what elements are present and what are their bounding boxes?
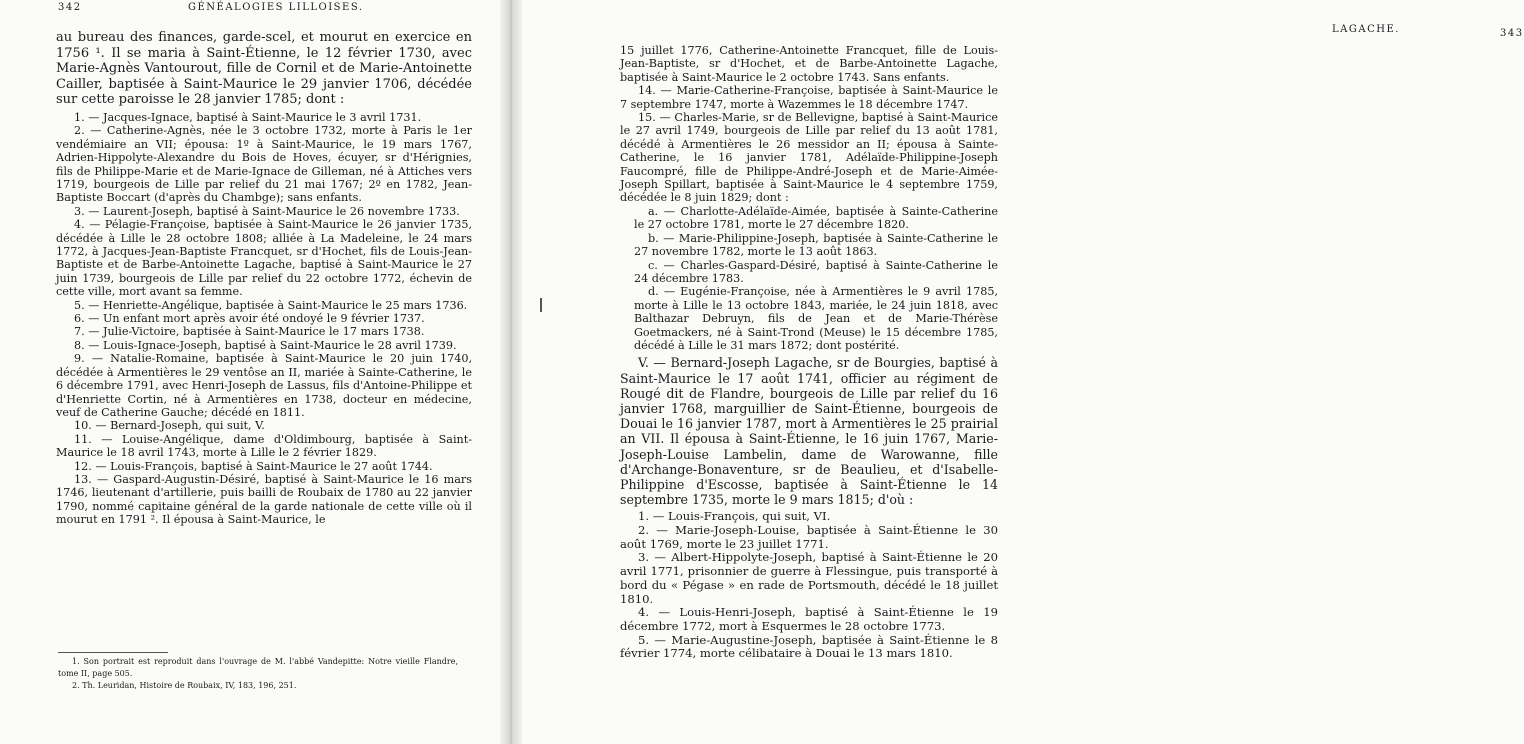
left-entry-9: 9. — Natalie-Romaine, baptisée à Saint-Maurice le 20 juin 1740, décédée à Armentières le 29 ventôse an II, mariée à Sainte-Catherine, le 6 décembre 1791, avec Henri-Joseph de Lassus, fils d'Antoine-Philippe et d'Henriette Cortin, né à Armentières en 1738, docteur en médecine, veuf de Catherine Gauche; décédé en 1811. [56,352,472,419]
left-entry-4: 4. — Pélagie-Françoise, baptisée à Saint-Maurice le 26 janvier 1735, décédée à Lille le 28 octobre 1808; alliée à La Madeleine, le 24 mars 1772, à Jacques-Jean-Baptiste Francquet, sr d'Hochet, fils de Louis-Jean-Baptiste et de Barbe-Antoinette Lagache, baptisé à Saint-Maurice le 27 juin 1739, bourgeois de Lille par relief du 22 octobre 1772, échevin de cette ville, mort avant sa femme. [56,218,472,299]
left-entry-3: 3. — Laurent-Joseph, baptisé à Saint-Maurice le 26 novembre 1733. [74,204,460,218]
left-running-title: GÉNÉALOGIES LILLOISES. [188,2,364,13]
right-entry-15: 15. — Charles-Marie, sr de Bellevigne, baptisé à Saint-Maurice le 27 avril 1749, bourgeois de Lille par relief du 13 août 1781, décédé à Armentières le 26 messidor an II; épousa à Sainte-Catherine, le 16 janvier 1781, Adélaïde-Philippine-Joseph Faucompré, fille de Philippe-André-Joseph et de Marie-Aimée-Joseph Spillart, baptisée à Saint-Maurice le 4 septembre 1759, décédée le 8 juin 1829; dont : [620,111,998,205]
left-entry-11: 11. — Louise-Angélique, dame d'Oldimbourg, baptisée à Saint-Maurice le 18 avril 1743, morte à Lille le 2 février 1829. [56,432,472,460]
right-v-entry-4: 4. — Louis-Henri-Joseph, baptisé à Saint-Étienne le 19 décembre 1772, mort à Esquermes le 28 octobre 1773. [620,605,998,633]
right-page-number: 343 [1500,28,1524,39]
left-entry-8: 8. — Louis-Ignace-Joseph, baptisé à Saint-Maurice le 28 avril 1739. [74,338,457,352]
right-v-entry-2: 2. — Marie-Joseph-Louise, baptisée à Saint-Étienne le 30 août 1769, morte le 23 juillet 1771. [620,523,998,551]
right-sub-entry-d: d. — Eugénie-Françoise, née à Armentières le 9 avril 1785, morte à Lille le 13 octobre 1843, mariée, le 24 juin 1818, avec Balthazar Debruyn, fils de Jean et de Marie-Thérèse Goetmackers, né à Saint-Trond (Meuse) le 15 décembre 1785, décédé à Lille le 31 mars 1872; dont postérité. [634,285,998,352]
left-entry-13: 13. — Gaspard-Augustin-Désiré, baptisé à Saint-Maurice le 16 mars 1746, lieutenant d'artillerie, puis bailli de Roubaix de 1780 au 22 janvier 1790, nommé capitaine général de la garde nationale de cette ville où il mourut en 1791 ². Il épousa à Saint-Maurice, le [56,472,472,527]
left-entry-12: 12. — Louis-François, baptisé à Saint-Maurice le 27 août 1744. [74,459,433,473]
footnote-1: 1. Son portrait est reproduit dans l'ouvrage de M. l'abbé Vandepitte: Notre vieille Flandre, tome II, page 505. [58,657,458,678]
left-page-body [56,30,472,527]
right-page-body [620,44,998,661]
right-sub-entry-a: a. — Charlotte-Adélaïde-Aimée, baptisée à Sainte-Catherine le 27 octobre 1781, morte le 27 décembre 1820. [634,204,998,232]
book-gutter [500,0,522,744]
footnote-2: 2. Th. Leuridan, Histoire de Roubaix, IV, 183, 196, 251. [72,681,297,690]
left-entry-5: 5. — Henriette-Angélique, baptisée à Saint-Maurice le 25 mars 1736. [74,298,468,312]
section-v-paragraph: V. — Bernard-Joseph Lagache, sr de Bourgies, baptisé à Saint-Maurice le 17 août 1741, officier au régiment de Rougé dit de Flandre, bourgeois de Lille par relief du 16 janvier 1768, marguillier de Saint-Étienne, bourgeois de Douai le 16 janvier 1787, mort à Armentières le 25 prairial an VII. Il épousa à Saint-Étienne, le 16 juin 1767, Marie-Joseph-Louise Lambelin, dame de Warowanne, fille d'Archange-Bonaventure, sr de Beaulieu, et d'Isabelle-Philippine d'Escosse, baptisée à Saint-Étienne le 14 septembre 1735, morte le 9 mars 1815; d'où : [620,355,998,508]
left-entry-6: 6. — Un enfant mort après avoir été ondoyé le 9 février 1737. [74,312,425,326]
right-entry-14: 14. — Marie-Catherine-Françoise, baptisée à Saint-Maurice le 7 septembre 1747, morte à Wazemmes le 18 décembre 1747. [620,84,998,111]
right-v-entry-1: 1. — Louis-François, qui suit, VI. [638,509,831,524]
right-sub-entry-b: b. — Marie-Philippine-Joseph, baptisée à Sainte-Catherine le 27 novembre 1782, morte le 13 août 1863. [634,231,998,259]
right-v-entry-5: 5. — Marie-Augustine-Joseph, baptisée à Saint-Étienne le 8 février 1774, morte célibataire à Douai le 13 mars 1810. [620,632,998,661]
right-v-entry-3: 3. — Albert-Hippolyte-Joseph, baptisé à Saint-Étienne le 20 avril 1771, prisonnier de guerre à Flessingue, puis transporté à bord du « Pégase » en rade de Portsmouth, décédé le 18 juillet 1810. [620,550,998,606]
left-page-number: 342 [58,2,82,13]
left-entry-7: 7. — Julie-Victoire, baptisée à Saint-Maurice le 17 mars 1738. [74,325,425,339]
left-entry-10: 10. — Bernard-Joseph, qui suit, V. [74,419,265,433]
right-running-title: LAGACHE. [1332,24,1400,35]
footnote-divider [58,652,168,653]
left-entry-2: 2. — Catherine-Agnès, née le 3 octobre 1732, morte à Paris le 1er vendémiaire an VII; épousa: 1º à Saint-Maurice, le 19 mars 1767, Adrien-Hippolyte-Alexandre du Bois de Hoves, écuyer, sr d'Hérignies, fils de Philippe-Marie et de Marie-Ignace de Gilleman, né à Attiches vers 1719, bourgeois de Lille par relief du 21 mai 1767; 2º en 1782, Jean-Baptiste Boccart (d'après du Chambge); sans enfants. [56,124,472,205]
right-continuation: 15 juillet 1776, Catherine-Antoinette Francquet, fille de Louis-Jean-Baptiste, sr d'Hochet, et de Barbe-Antoinette Lagache, baptisée à Saint-Maurice le 2 octobre 1743. Sans enfants. [620,44,998,84]
footnotes [58,656,458,692]
right-sub-entry-c: c. — Charles-Gaspard-Désiré, baptisé à Sainte-Catherine le 24 décembre 1783. [634,258,998,285]
left-intro-paragraph: au bureau des finances, garde-scel, et mourut en exercice en 1756 ¹. Il se maria à Saint-Étienne, le 12 février 1730, avec Marie-Agnès Vantourout, fille de Cornil et de Marie-Antoinette Cailler, baptisée à Saint-Maurice le 29 janvier 1706, décédée sur cette paroisse le 28 janvier 1785; dont : [56,30,472,108]
left-entry-1: 1. — Jacques-Ignace, baptisé à Saint-Maurice le 3 avril 1731. [74,110,422,124]
